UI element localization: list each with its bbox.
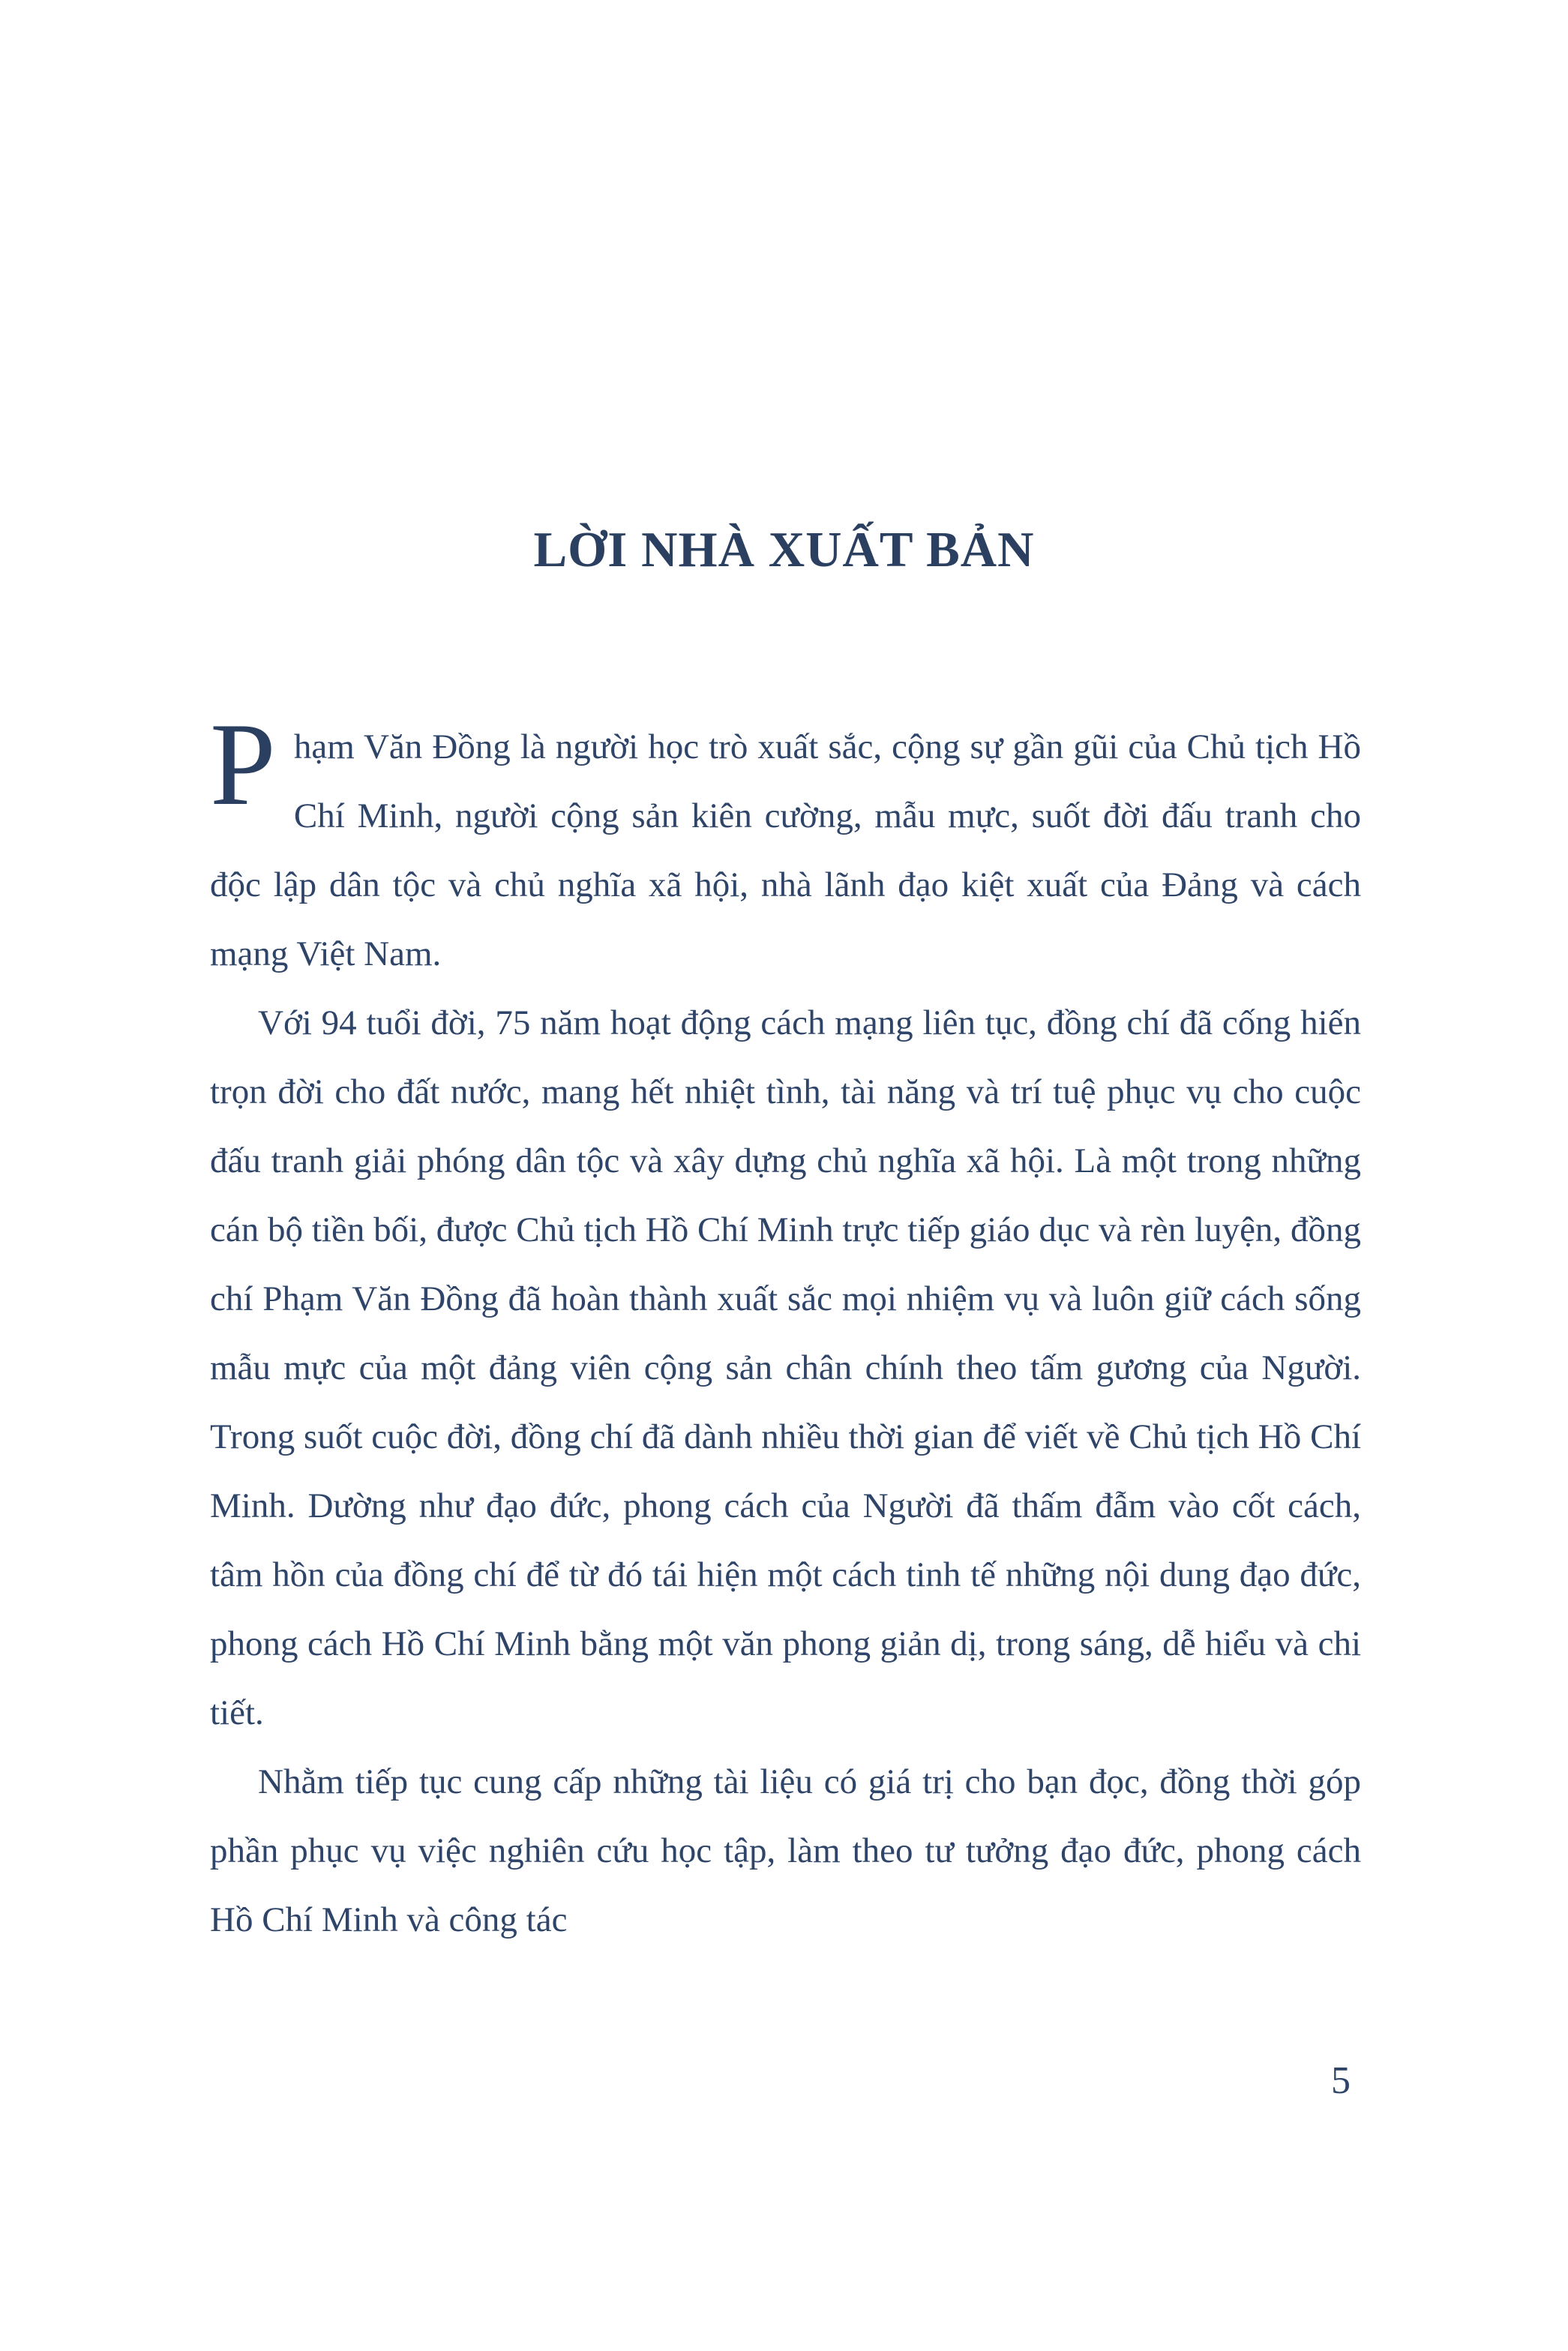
paragraph-1-text: hạm Văn Đồng là người học trò xuất sắc, cộng sự gần gũi của Chủ tịch Hồ Chí Minh, người cộng sản kiên cường, mẫu mực, suốt đời đấu tranh cho độc lập dân tộc và chủ nghĩa xã hội, nhà lãnh đạo kiệt xuất của Đảng và cách mạng Việt Nam. bbox=[210, 727, 1361, 973]
text-block bbox=[210, 699, 1361, 1954]
dropcap-letter: P bbox=[210, 699, 276, 830]
paragraph-3: Nhằm tiếp tục cung cấp những tài liệu có giá trị cho bạn đọc, đồng thời góp phần phục vụ việc nghiên cứu học tập, làm theo tư tưởng đạo đức, phong cách Hồ Chí Minh và công tác bbox=[210, 1762, 1361, 1939]
page-title: LỜI NHÀ XUẤT BẢN bbox=[533, 522, 1035, 577]
page-number: 5 bbox=[1331, 2059, 1351, 2102]
paragraph-1 bbox=[210, 699, 1361, 988]
paragraph-2: Với 94 tuổi đời, 75 năm hoạt động cách mạng liên tục, đồng chí đã cống hiến trọn đời cho đất nước, mang hết nhiệt tình, tài năng và trí tuệ phục vụ cho cuộc đấu tranh giải phóng dân tộc và xây dựng chủ nghĩa xã hội. Là một trong những cán bộ tiền bối, được Chủ tịch Hồ Chí Minh trực tiếp giáo dục và rèn luyện, đồng chí Phạm Văn Đồng đã hoàn thành xuất sắc mọi nhiệm vụ và luôn giữ cách sống mẫu mực của một đảng viên cộng sản chân chính theo tấm gương của Người. Trong suốt cuộc đời, đồng chí đã dành nhiều thời gian để viết về Chủ tịch Hồ Chí Minh. Dường như đạo đức, phong cách của Người đã thấm đẫm vào cốt cách, tâm hồn của đồng chí để từ đó tái hiện một cách tinh tế những nội dung đạo đức, phong cách Hồ Chí Minh bằng một văn phong giản dị, trong sáng, dễ hiểu và chi tiết. bbox=[210, 1003, 1361, 1732]
